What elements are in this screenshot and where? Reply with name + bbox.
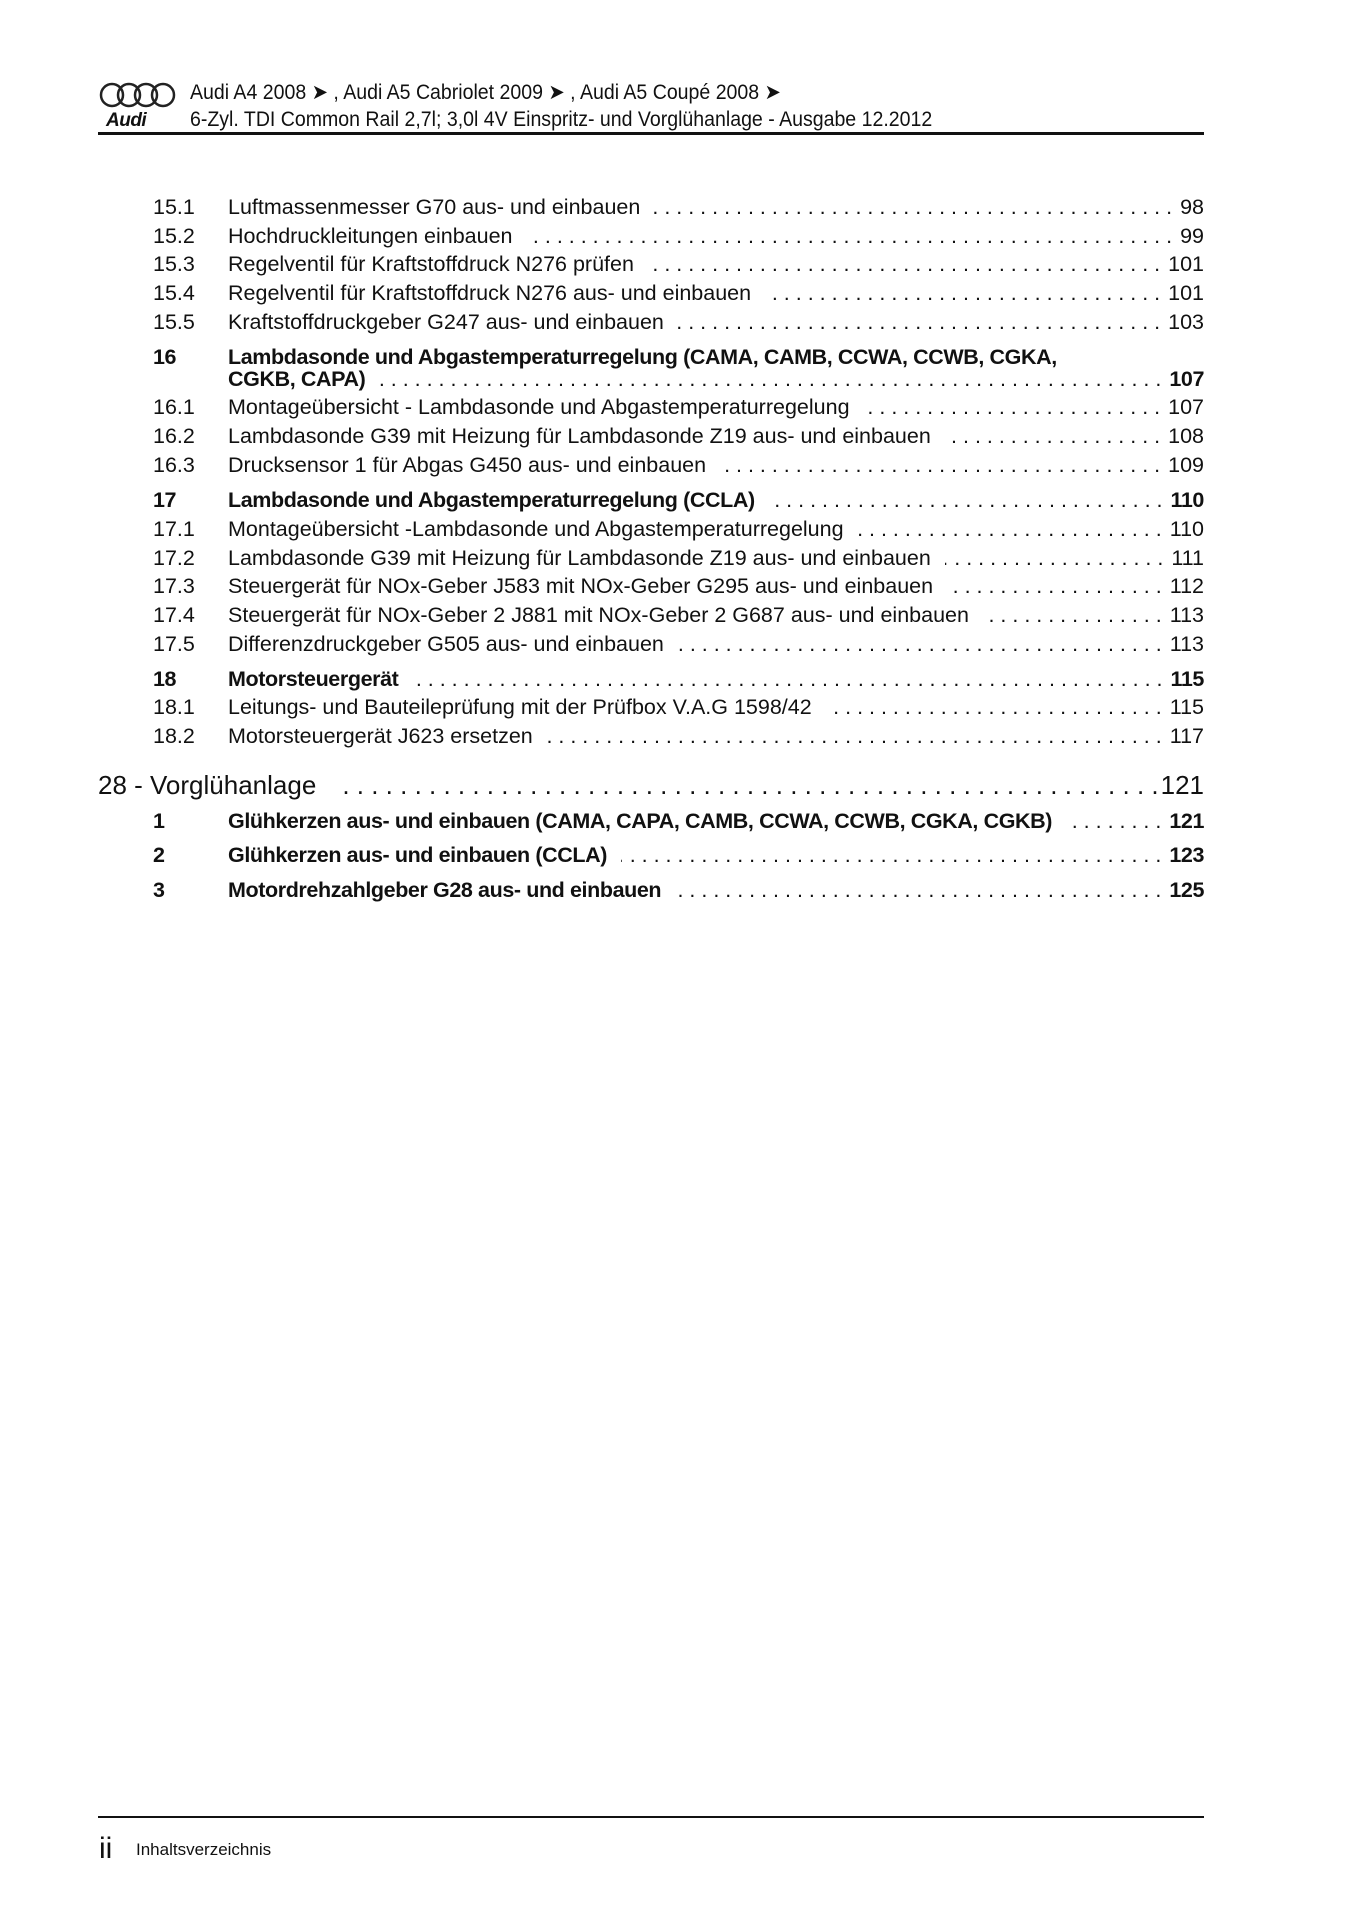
toc-entry[interactable] (153, 451, 1204, 479)
toc-number: 17.5 (153, 632, 195, 656)
toc-title: Motordrehzahlgeber G28 aus- und einbauen (228, 878, 662, 902)
toc-entry[interactable] (153, 393, 1204, 421)
toc-page: 98 (1180, 195, 1204, 219)
toc-title: Motorsteuergerät J623 ersetzen (228, 724, 533, 748)
toc-number: 15.3 (153, 252, 195, 276)
toc-title: Lambdasonde G39 mit Heizung für Lambdasonde Z19 aus- und einbauen (228, 546, 931, 570)
toc-page: 99 (1180, 224, 1204, 248)
dot-leader (678, 630, 1162, 658)
toc-number: 17.4 (153, 603, 195, 627)
toc-page: 109 (1168, 453, 1204, 477)
audi-wordmark: Audi (106, 110, 147, 131)
toc-entry[interactable] (153, 572, 1204, 600)
toc-entry[interactable] (153, 544, 1204, 572)
toc-entry[interactable] (153, 630, 1204, 658)
toc-entry[interactable] (153, 193, 1204, 221)
toc-number: 16.3 (153, 453, 195, 477)
toc-number: 16.1 (153, 395, 195, 419)
dot-leader (945, 422, 1160, 450)
toc-title: Regelventil für Kraftstoffdruck N276 aus- und einbauen (228, 281, 752, 305)
dot-leader (412, 665, 1162, 693)
toc-entry[interactable] (153, 250, 1204, 278)
toc-number: 17.1 (153, 517, 195, 541)
toc-title: 28 - Vorglühanlage (98, 770, 317, 800)
toc-number: 3 (153, 878, 165, 902)
footer-section: Inhaltsverzeichnis (136, 1840, 272, 1859)
dot-leader (947, 572, 1162, 600)
dot-leader (621, 841, 1161, 869)
dot-leader (858, 515, 1162, 543)
dot-leader (334, 768, 1158, 802)
page-number: ii (99, 1832, 113, 1865)
toc-number: 2 (153, 843, 165, 867)
toc-page: 113 (1169, 603, 1204, 627)
toc-title: Steuergerät für NOx-Geber 2 J881 mit NOx-Geber 2 G687 aus- und einbauen (228, 603, 969, 627)
header-manual-title: 6-Zyl. TDI Common Rail 2,7l; 3,0l 4V Einspritz- und Vorglühanlage - Ausgabe 12.2012 (190, 108, 933, 131)
dot-leader (945, 544, 1164, 572)
toc-page: 101 (1168, 281, 1204, 305)
toc-page: 121 (1169, 809, 1204, 833)
toc-number: 15.4 (153, 281, 195, 305)
toc-entry[interactable] (153, 486, 1204, 514)
dot-leader (678, 308, 1160, 336)
toc-chapter[interactable] (98, 768, 1204, 802)
toc-title: Montageübersicht - Lambdasonde und Abgastemperaturregelung (228, 395, 850, 419)
toc-entry[interactable] (153, 422, 1204, 450)
toc-page: 111 (1171, 546, 1204, 570)
toc-number: 1 (153, 809, 165, 833)
toc-number: 16.2 (153, 424, 195, 448)
toc-number: 18.2 (153, 724, 195, 748)
toc-page: 110 (1170, 488, 1204, 512)
toc-number: 16 (153, 345, 177, 369)
dot-leader (983, 601, 1162, 629)
toc-page: 115 (1170, 667, 1204, 691)
toc-title: Kraftstoffdruckgeber G247 aus- und einbauen (228, 310, 664, 334)
toc-title: Steuergerät für NOx-Geber J583 mit NOx-Geber G295 aus- und einbauen (228, 574, 934, 598)
toc-number: 15.5 (153, 310, 195, 334)
toc-entry[interactable] (153, 279, 1204, 307)
dot-leader (720, 451, 1160, 479)
toc-page: 123 (1169, 843, 1204, 867)
dot-leader (527, 222, 1173, 250)
dot-leader (826, 693, 1162, 721)
toc-entry[interactable] (153, 876, 1204, 904)
toc-entry[interactable] (153, 693, 1204, 721)
toc-title: Differenzdruckgeber G505 aus- und einbauen (228, 632, 664, 656)
dot-leader (675, 876, 1161, 904)
toc-number: 17.3 (153, 574, 195, 598)
dot-leader (648, 250, 1160, 278)
dot-leader (654, 193, 1172, 221)
toc-page: 115 (1169, 695, 1204, 719)
header-models: Audi A4 2008 ➤ , Audi A5 Cabriolet 2009 ➤ , Audi A5 Coupé 2008 ➤ (190, 81, 781, 104)
dot-leader (769, 486, 1163, 514)
dot-leader (547, 722, 1162, 750)
toc-page: 113 (1169, 632, 1204, 656)
toc-page: 101 (1168, 252, 1204, 276)
header-rule (98, 132, 1204, 135)
toc-title: Montageübersicht -Lambdasonde und Abgastemperaturregelung (228, 517, 844, 541)
toc-page: 107 (1169, 367, 1204, 391)
toc-number: 18.1 (153, 695, 195, 719)
toc-number: 17 (153, 488, 177, 512)
toc-page: 112 (1169, 574, 1204, 598)
toc-entry[interactable] (153, 601, 1204, 629)
toc-entry[interactable] (153, 722, 1204, 750)
toc-title: Drucksensor 1 für Abgas G450 aus- und einbauen (228, 453, 707, 477)
dot-leader (765, 279, 1160, 307)
toc-title: Regelventil für Kraftstoffdruck N276 prüfen (228, 252, 634, 276)
toc-number: 15.1 (153, 195, 195, 219)
dot-leader (379, 365, 1161, 393)
footer-rule (98, 1816, 1204, 1818)
toc-title: Glühkerzen aus- und einbauen (CCLA) (228, 843, 607, 867)
toc-title: Luftmassenmesser G70 aus- und einbauen (228, 195, 641, 219)
toc-entry[interactable] (153, 365, 1204, 393)
toc-entry[interactable] (153, 841, 1204, 869)
toc-page: 121 (1160, 770, 1204, 800)
dot-leader (1066, 807, 1161, 835)
toc-entry[interactable] (153, 222, 1204, 250)
toc-page: 108 (1168, 424, 1204, 448)
toc-entry[interactable] (153, 665, 1204, 693)
toc-number: 15.2 (153, 224, 195, 248)
toc-entry[interactable] (153, 515, 1204, 543)
toc-title: Lambdasonde und Abgastemperaturregelung (CCLA) (228, 488, 755, 512)
toc-number: 17.2 (153, 546, 195, 570)
toc-title: Glühkerzen aus- und einbauen (CAMA, CAPA, CAMB, CCWA, CCWB, CGKA, CGKB) (228, 809, 1053, 833)
toc-entry[interactable] (153, 807, 1204, 835)
audi-rings-logo (99, 80, 177, 110)
toc-title: Hochdruckleitungen einbauen (228, 224, 513, 248)
toc-number: 18 (153, 667, 177, 691)
toc-page: 110 (1169, 517, 1204, 541)
toc-page: 107 (1168, 395, 1204, 419)
toc-page: 103 (1168, 310, 1204, 334)
toc-title: Leitungs- und Bauteileprüfung mit der Prüfbox V.A.G 1598/42 (228, 695, 812, 719)
toc-title: Motorsteuergerät (228, 667, 399, 691)
toc-title: CGKB, CAPA) (228, 367, 366, 391)
toc-title: Lambdasonde G39 mit Heizung für Lambdasonde Z19 aus- und einbauen (228, 424, 931, 448)
toc-page: 125 (1169, 878, 1204, 902)
toc-entry[interactable] (153, 308, 1204, 336)
dot-leader (864, 393, 1161, 421)
toc-page: 117 (1169, 724, 1204, 748)
toc-title: Lambdasonde und Abgastemperaturregelung (CAMA, CAMB, CCWA, CCWB, CGKA, (228, 345, 1057, 369)
